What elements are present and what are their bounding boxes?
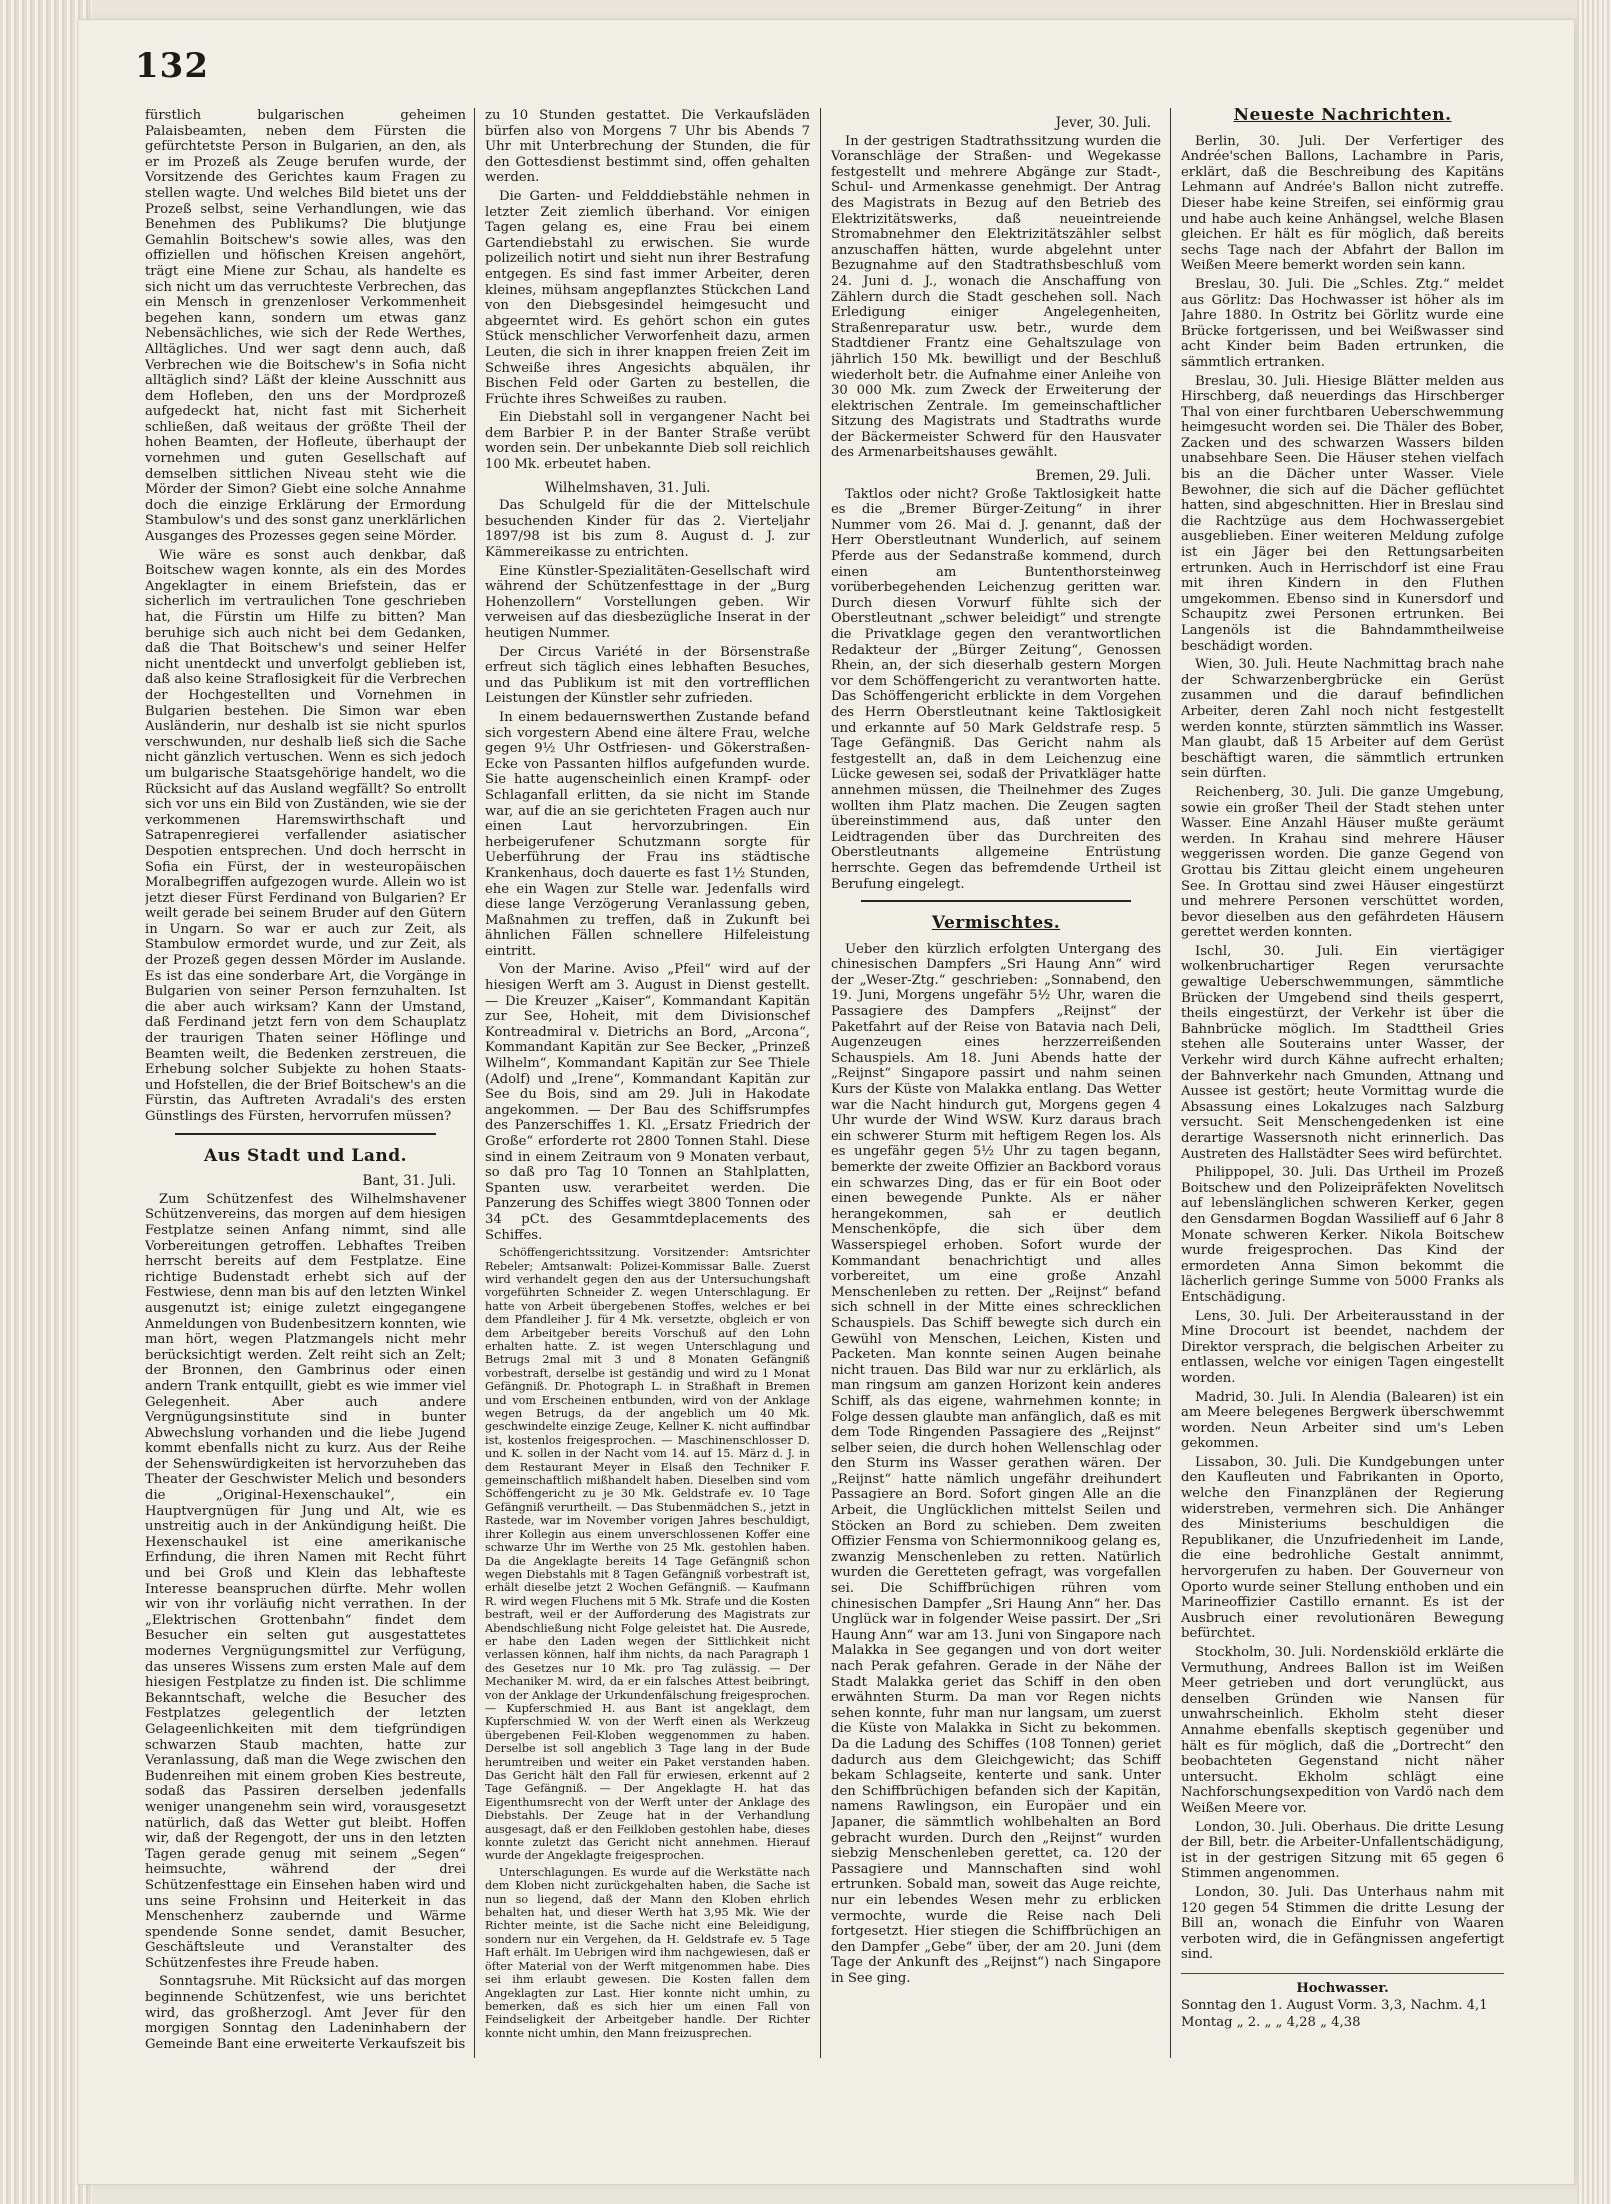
article-text: Eine Künstler-Spezialitäten-Gesellschaft wird während der Schützenfesttage in der „Burg Hohenzollern“ Vorstellungen geben. Wir verweisen auf das diesbezügliche Inserat in der heutigen Nummer. <box>485 563 810 641</box>
article-text: Wie wäre es sonst auch denkbar, daß Boitschew wagen konnte, als ein des Mordes Angeklagter in einem Briefstein, das er sicherlich im vertraulichen Tone geschrieben hat, die Fürstin um Hilfe zu bitten? Man beruhige sich auch nicht bei dem Gedanken, daß die That Boitschew's und seiner Helfer nicht unentdeckt und unverfolgt geblieben ist, daß also keine Straflosigkeit für die Verbrechen der Hochgestellten und Vornehmen in Bulgarien bestehen. Die Simon war eben Ausländerin, nur deshalb ist sie nicht spurlos verschwunden, nur deshalb ließ sich die Sache nicht gänzlich vertuschen. Wenn es sich jedoch um bulgarische Staatsgehörige handelt, wo die Rücksicht auf das Ausland wegfällt? So entrollt sich vor uns ein Bild von Zuständen, wie sie der verkommenen Haremswirthschaft und Satrapenregierei verfallender asiatischer Despotien entsprechen. Und doch herrscht in Sofia ein Fürst, der in westeuropäischen Moralbegriffen aufgezogen wurde. Allein wo ist jetzt dieser Fürst Ferdinand von Bulgarien? Er weilt gerade bei seinem Bruder auf den Gütern in Ungarn. So war er auch zur Zeit, als Stambulow ermordet wurde, und zur Zeit, als der Prozeß gegen dessen Mörder im Auslande. Es ist das eine sonderbare Art, die Vorgänge in Bulgarien von seiner Person fernzuhalten. Ist die aber auch wirksam? Kann der Umstand, daß Ferdinand jetzt fern von dem Schauplatz der traurigen Thaten seiner Höflinge und Beamten weilt, die Bedenken zerstreuen, die Erhebung solcher Subjekte zu hohen Staats- und Hofstellen, die der Brief Boitschew's an die Fürstin, das Auftreten Avradali's des ersten Günstlings des Fürsten, hervorrufen müssen? <box>145 547 466 1124</box>
column-rule-3 <box>1170 108 1171 2058</box>
article-text: Das Schulgeld für die der Mittelschule besuchenden Kinder für das 2. Vierteljahr 1897/98 ist bis zum 8. August d. J. zur Kämmereikasse zu entrichten. <box>485 498 810 561</box>
article-text: In der gestrigen Stadtrathssitzung wurden die Voranschläge der Straßen- und Wegekasse festgestellt und mehrere Abgänge zur Stadt-, Schul- und Armenkasse genehmigt. Der Antrag des Magistrats in Bezug auf den Betrieb des Elektrizitätswerks, daß neueintreiende Stromabnehmer den Elektrizitätszähler selbst anzuschaffen hätten, wurde abgelehnt unter Bezugnahme auf den Stadtrathsbeschluß vom 24. Juni d. J., wonach die Anschaffung von Zählern durch die Stadt geschehen soll. Nach Erledigung einiger Angelegenheiten, Straßenreparatur usw. betr., wurde dem Stadtdiener Frantz eine Gehaltszulage von jährlich 150 Mk. bewilligt und der Beschluß wiederholt betr. die Aufnahme einer Anleihe von 30 000 Mk. zum Zweck der Erweiterung der elektrischen Zentrale. Im gemeinschaftlicher Sitzung des Magistrats und Stadtraths wurde der Bäckermeister Schwerd für den Hausvater des Armenarbeitshauses gewählt. <box>831 133 1161 461</box>
article-text: zu 10 Stunden gestattet. Die Verkaufsläden bürfen also von Morgens 7 Uhr bis Abends 7 Uhr mit Unterbrechung der Stunden, die für den Gottesdienst bestimmt sind, offen gehalten werden. <box>485 108 810 186</box>
article-text: Von der Marine. Aviso „Pfeil“ wird auf der hiesigen Werft am 3. August in Dienst gestellt. — Die Kreuzer „Kaiser“, Kommandant Kapitän zur See, Hoheit, mit dem Divisionschef Kontreadmiral v. Dietrichs an Bord, „Arcona“, Kommandant Kapitän zur See Becker, „Prinzeß Wilhelm“, Kommandant Kapitän zur See Thiele (Adolf) und „Irene“, Kommandant Kapitän zur See du Bois, sind am 29. Juli in Hakodate angekommen. — Der Bau des Schiffsrumpfes des Panzerschiffes 1. Kl. „Ersatz Friedrich der Große“ erforderte rot 2800 Tonnen Stahl. Diese sind in einem Zeitraum von 9 Monaten verbaut, so daß pro Tag 10 Tonnen an Stahlplatten, Spanten usw. verarbeitet werden. Die Panzerung des Schiffes wiegt 3800 Tonnen oder 34 pCt. des Gesammtdeplacements des Schiffes. <box>485 962 810 1243</box>
dateline: Bant, 31. Juli. <box>362 1173 456 1190</box>
high-water-table <box>1181 1973 1504 2031</box>
dateline: Bremen, 29. Juli. <box>1035 468 1151 485</box>
article-text: Ein Diebstahl soll in vergangener Nacht bei dem Barbier P. in der Banter Straße verübt worden sein. Der unbekannte Dieb soll reichlich 100 Mk. erbeutet haben. <box>485 410 810 473</box>
section-heading: Aus Stadt und Land. <box>204 1145 407 1166</box>
news-item: Breslau, 30. Juli. Hiesige Blätter melden aus Hirschberg, daß neuerdings das Hirschberger Thal von einer furchtbaren Ueberschwemmung heimgesucht worden sei. Die Thäler des Bober, Zacken und des schwarzen Wassers bilden unabsehbare Seen. Die Häuser stehen vielfach bis an die Dächer unter Wasser. Viele Bewohner, die sich auf die Dächer geflüchtet hatten, sind abgeschnitten. Hier in Breslau sind die Rachtzüge aus dem Hochwassergebiet ausgeblieben. Einer weiteren Meldung zufolge ist ein Jäger bei den Rettungsarbeiten ertrunken. Auch in Herrischdorf ist eine Frau mit ihren Kindern in den Fluthen umgekommen. Ebenso sind in Kunersdorf und Schaupitz zwei Personen ertrunken. Bei Langenöls ist die Bahndammtheilweise beschädigt worden. <box>1181 373 1504 654</box>
column-rule-2 <box>820 108 821 2058</box>
column-3 <box>831 108 1161 2168</box>
high-water-title: Hochwasser. <box>1296 1980 1389 1996</box>
news-item: London, 30. Juli. Oberhaus. Die dritte Lesung der Bill, betr. die Arbeiter-Unfallentschädigung, ist in der gestrigen Sitzung mit 65 gegen 6 Stimmen angenommen. <box>1181 1819 1504 1882</box>
section-divider <box>175 1133 436 1135</box>
article-text: Die Garten- und Feldddiebstähle nehmen in letzter Zeit ziemlich überhand. Vor einigen Tagen gelang es, eine Frau bei einem Gartendiebstahl zu erwischen. Sie wurde polizeilich notirt und sieht nun ihrer Bestrafung entgegen. Es sind fast immer Arbeiter, deren kleines, mühsam angepflanztes Stückchen Land von den Diebsgesindel heimgesucht und abgeerntet wird. Es gehört schon ein gutes Stück menschlicher Verworfenheit dazu, armen Leuten, die sich in ihrer knappen freien Zeit im Schweiße ihres Angesichts abquälen, ihr Bischen Feld oder Garten zu bestellen, die Früchte ihres Schweißes zu rauben. <box>485 188 810 407</box>
news-item: London, 30. Juli. Das Unterhaus nahm mit 120 gegen 54 Stimmen die dritte Lesung der Bill an, wonach die Einfuhr von Waaren verboten wird, die in Gefängnissen angefertigt sind. <box>1181 1884 1504 1963</box>
column-rule-1 <box>474 108 475 2058</box>
article-text: Zum Schützenfest des Wilhelmshavener Schützenvereins, das morgen auf dem hiesigen Festplatze seinen Anfang nimmt, sind alle Vorbereitungen getroffen. Lebhaftes Treiben herrscht bereits auf dem Festplatze. Eine richtige Budenstadt erhebt sich auf der Festwiese, denn man bis auf den letzten Winkel ausgenutzt ist; einige zuletzt eingegangene Anmeldungen von Budenbesitzern konnten, wie man hört, wegen Platzmangels nicht mehr berücksichtigt werden. Zelt reiht sich an Zelt; der Bronnen, den Gambrinus oder einen andern Trank entquillt, giebt es wie immer viel Gelegenheit. Aber auch andere Vergnügungsinstitute sind in bunter Abwechslung vorhanden und die liebe Jugend kommt ebenfalls nicht zu kurz. Aus der Reihe der Sehenswürdigkeiten ist hervorzuheben das Theater der Geschwister Melich und besonders die „Original-Hexenschaukel“, ein Hauptvergnügen für Jung und Alt, wie es unstreitig auch in der Ankündigung heißt. Die Hexenschaukel ist eine amerikanische Erfindung, die ihren Namen mit Recht führt und bei Groß und Klein das lebhafteste Interesse beanspruchen dürfte. Mehr wollen wir von ihr vorläufig nicht verrathen. In der „Elektrischen Grottenbahn“ findet dem Besucher ein selten gut ausgestattetes modernes Vergnügungsmittel zur Verfügung, das unseres Wissens zum ersten Male auf dem hiesigen Festplatze zu finden ist. Die schlimme Bekanntschaft, welche die Besucher des Festplatzes gelegentlich der letzten Gelageenlichkeiten mit dem tiefgründigen schwarzen Staub machten, hatte zur Veranlassung, daß man die Wege zwischen den Budenreihen mit einem groben Kies bestreute, sodaß das Passiren derselben jedenfalls weniger unangenehm sein wird, vorausgesetzt natürlich, daß das Wetter gut bleibt. Hoffen wir, daß der Regengott, der uns in den letzten Tagen gerade genug mit seinem „Segen“ heimsuchte, während der drei Schützenfesttage ein Einsehen haben wird und uns seine Frohsinn und Heiterkeit in das Menschenherz zaubernde und Wärme spendende Sonne sendet, damit Besucher, Geschäftsleute und Veranstalter des Schützenfestes ihre Freude haben. <box>145 1191 466 1971</box>
article-text: fürstlich bulgarischen geheimen Palaisbeamten, neben dem Fürsten die gefürchtetste Person in Bulgarien, an den, als er im Prozeß als Zeuge berufen wurde, der Vorsitzende des Gerichtes kaum Fragen zu stellen wagte. Und welches Bild bietet uns der Prozeß selbst, seine Verhandlungen, wie das Benehmen des Publikums? Die blutjunge Gemahlin Boitschew's sowie alles, was den offiziellen und höfischen Kreisen angehört, trägt eine Miene zur Schau, als handelte es sich nicht um das verruchteste Verbrechen, das ein Mensch in grenzenloser Verkommenheit begehen kann, sondern um etwas ganz Nebensächliches, wie sich der Rede Werthes, Alltägliches. Und wer sagt denn auch, daß Verbrechen wie die Boitschew's in Sofia nicht alltäglich sind? Läßt der kleine Ausschnitt aus dem Hofleben, den uns der Mordprozeß aufgedeckt hat, nicht fast mit Sicherheit schließen, daß weitaus der größte Theil der hohen Beamten, der Hofleute, überhaupt der vornehmen und guten Gesellschaft auf demselben sittlichen Niveau steht wie die Mörder der Simon? Giebt eine solche Annahme doch die einzige Erklärung der Ermordung Stambulow's und des sonst ganz unerklärlichen Ausganges des Prozesses gegen seine Mörder. <box>145 108 466 545</box>
article-text: Der Circus Variété in der Börsenstraße erfreut sich täglich eines lebhaften Besuches, und das Publikum ist mit den vortrefflichen Leistungen der Künstler sehr zufrieden. <box>485 644 810 707</box>
column-4 <box>1181 108 1504 2168</box>
article-text: Taktlos oder nicht? Große Taktlosigkeit hatte es die „Bremer Bürger-Zeitung“ in ihrer Nummer vom 26. Mai d. J. genannt, daß der Herr Oberstleutnant Wunderlich, auf seinem Pferde aus der Sedanstraße kommend, durch einen am Buntenthorsteinweg vorüberbegehenden Leichenzug geritten war. Durch diesen Vorwurf fühlte sich der Oberstleutnant „schwer beleidigt“ und strengte die Privatklage gegen den verantwortlichen Redakteur der „Bürger Zeitung“, Genossen Rhein, an, der sich dieserhalb gestern Morgen vor dem Schöffengericht zu verantworten hatte. Das Schöffengericht erblickte in dem Vorgehen des Herrn Oberstleutnant keine Taktlosigkeit und erkannte auf 50 Mark Geldstrafe resp. 5 Tage Gefängniß. Das Gericht nahm als festgestellt an, daß in dem Leichenzug eine Lücke gewesen sei, sodaß der Privatkläger hatte annehmen müssen, die Theilnehmer des Zuges wollten ihm Platz machen. Die Zeugen sagten übereinstimmend aus, daß unter den Leidtragenden über das Durchreiten des Oberstleutnants allgemeine Entrüstung herrschte. Gegen das befremdende Urtheil ist Berufung eingelegt. <box>831 486 1161 892</box>
article-text: Sonntagsruhe. Mit Rücksicht auf das morgen beginnende Schützenfest, wie uns berichtet wird, das großherzogl. Amt Jever für den morgigen Sonntag den Ladeninhabern der Gemeinde Bant eine erweiterte Verkaufszeit bis <box>145 1974 466 2052</box>
news-item: Madrid, 30. Juli. In Alendia (Balearen) ist ein am Meere belegenes Bergwerk überschwemmt worden. Neun Arbeiter sind um's Leben gekommen. <box>1181 1389 1504 1452</box>
news-item: Ischl, 30. Juli. Ein viertägiger wolkenbruchartiger Regen verursachte gewaltige Ueberschwemmungen, sämmtliche Brücken der Umgebend sind theils gesperrt, theils eingestürzt, der Verkehr ist über die Bahnbrücke möglich. Im Stadttheil Gries stehen alle Souterains unter Wasser, der Verkehr wird durch Kähne aufrecht erhalten; der Bahnverkehr nach Gmunden, Attnang und Aussee ist gestört; heute Vormittag wurde die Absassung eines Lokalzuges nach Salzburg versucht. Seit Menschengedenken ist eine derartige Wassersnoth nicht erinnerlich. Das Austreten des Hallstädter Sees wird befürchtet. <box>1181 943 1504 1162</box>
news-item: Philippopel, 30. Juli. Das Urtheil im Prozeß Boitschew und den Polizeipräfekten Novelitsch auf lebenslänglichen schweren Kerker, gegen den Gensdarmen Bogdan Wassilieff auf 6 Jahr 8 Monate schweren Kerker. Nikola Boitschew wurde freigesprochen. Das Kind der ermordeten Anna Simon bekommt die lächerlich geringe Summe von 5000 Franks als Entschädigung. <box>1181 1165 1504 1305</box>
high-water-row: Montag „ 2. „ „ 4,28 „ 4,38 <box>1181 2014 1361 2030</box>
news-item: Lissabon, 30. Juli. Die Kundgebungen unter den Kaufleuten und Fabrikanten in Oporto, welche den Finanzplänen der Regierung widerstreben, vermehren sich. Die Anhänger des Ministeriums beschuldigen die Republikaner, die Unzufriedenheit im Lande, die eine bedrohliche Gestalt annimmt, hervorgerufen zu haben. Der Gouverneur von Oporto wurde seiner Stellung enthoben und ein Marineoffizier Castillo ernannt. Es ist der Ausbruch einer revolutionären Bewegung befürchtet. <box>1181 1454 1504 1642</box>
news-item: Stockholm, 30. Juli. Nordenskiöld erklärte die Vermuthung, Andrees Ballon ist im Weißen Meer getrieben und dort verunglückt, aus denselben Gründen wie Nansen für unwahrscheinlich. Ekholm steht dieser Annahme ebenfalls skeptisch gegenüber und hält es für möglich, daß die „Dortrecht“ den beobachteten Gegenstand nicht näher untersucht. Ekholm schlägt eine Nachforschungsexpedition von Vardö nach dem Weißen Meere vor. <box>1181 1645 1504 1816</box>
news-item: Berlin, 30. Juli. Der Verfertiger des Andrée'schen Ballons, Lachambre in Paris, erklärt, daß die Beschreibung des Kapitäns Lehmann auf Andrée's Ballon nicht zutreffe. Dieser habe keine Streifen, sei einförmig grau und habe auch keine Anhängsel, welche Blasen gleichen. Er hält es für möglich, daß bereits sechs Tage nach der Abfahrt der Ballon im Weißen Meere bemerkt worden sein kann. <box>1181 133 1504 274</box>
news-item: Wien, 30. Juli. Heute Nachmittag brach nahe der Schwarzenbergbrücke ein Gerüst zusammen und die darauf befindlichen Arbeiter, deren Zahl noch nicht festgestellt werden konnte, stürzten sämmtlich ins Wasser. Man glaubt, daß 15 Arbeiter auf dem Gerüst beschäftigt waren, die sämmtlich ertrunken sein dürften. <box>1181 657 1504 782</box>
section-heading: Vermischtes. <box>931 913 1061 934</box>
article-text: In einem bedauernswerthen Zustande befand sich vorgestern Abend eine ältere Frau, welche gegen 9½ Uhr Ostfriesen- und Gökerstraßen-Ecke von Passanten hilflos aufgefunden wurde. Sie hatte augenscheinlich einen Krampf- oder Schlaganfall erlitten, da sie nicht im Stande war, auf die an sie gerichteten Fragen auch nur einen Laut hervorzubringen. Ein herbeigerufener Schutzmann sorgte für Ueberführung der Frau ins städtische Krankenhaus, doch dauerte es fast 1½ Stunden, ehe ein Wagen zur Stelle war. Jedenfalls wird diese lange Verzögerung Veranlassung geben, Maßnahmen zu treffen, daß in Zukunft bei ähnlichen Fällen schnellere Hilfeleistung eintritt. <box>485 709 810 959</box>
dateline: Wilhelmshaven, 31. Juli. <box>545 479 711 496</box>
news-item: Lens, 30. Juli. Der Arbeiterausstand in der Mine Drocourt ist beendet, nachdem der Direktor versprach, die belgischen Arbeiter zu entlassen, welche vor einigen Tagen eingestellt worden. <box>1181 1308 1504 1386</box>
section-heading: Neueste Nachrichten. <box>1233 108 1452 125</box>
dateline: Jever, 30. Juli. <box>1055 115 1151 131</box>
court-report-text: Unterschlagungen. Es wurde auf die Werkstätte nach dem Kloben nicht zurückgehalten haben, die Sache ist nun so liegend, daß der Mann den Kloben ehrlich behalten hat, und dieser Werth hat 3,95 Mk. Wie der Richter meinte, ist die Sache nicht eine Beleidigung, sondern nur ein Vergehen, da H. Geldstrafe ev. 5 Tage Haft erhält. Im Uebrigen wird ihm nachgewiesen, daß er öfter Material von der Werft mitgenommen habe. Dies sei ihm erlaubt gewesen. Die Kosten fallen dem Angeklagten zur Last. Hier konnte nicht umhin, zu bemerken, daß es sich hier um einen Fall von Feindseligkeit der Arbeitgeber handle. Der Richter konnte nicht umhin, den Mann freizusprechen. <box>485 1865 810 2040</box>
high-water-row: Sonntag den 1. August Vorm. 3,3, Nachm. 4,1 <box>1181 1997 1488 2013</box>
news-item: Reichenberg, 30. Juli. Die ganze Umgebung, sowie ein großer Theil der Stadt stehen unter Wasser. Eine Anzahl Häuser mußte geräumt werden. In Krahau sind mehrere Häuser weggerissen worden. Die ganze Gegend von Grottau bis Zittau gleicht einem ungeheuren See. In Grottau sind zwei Häuser eingestürzt und mehrere Personen verschüttet worden, bevor dieselben aus den gefährdeten Häusern gerettet werden konnten. <box>1181 784 1504 941</box>
section-divider <box>861 900 1131 902</box>
page-right-edge <box>1577 0 1611 2204</box>
article-text: Ueber den kürzlich erfolgten Untergang des chinesischen Dampfers „Sri Haung Ann“ wird der „Weser-Ztg.“ geschrieben: „Sonnabend, den 19. Juni, Morgens ungefähr 5½ Uhr, waren die Passagiere des Dampfers „Reijnst“ der Paketfahrt auf der Reise von Batavia nach Deli, Augenzeugen eines herzzerreißenden Schauspiels. Am 18. Juni Abends hatte der „Reijnst“ Singapore passirt und nahm seinen Kurs der Küste von Malakka entlang. Das Wetter war die Nacht hindurch gut, Morgens gegen 4 Uhr wurde der Wind WSW. Kurz daraus brach ein schwerer Sturm mit heftigem Regen los. Als es ungefähr gegen 5½ Uhr zu tagen begann, bemerkte der zweite Offizier an Backbord voraus ein schwarzes Ding, das er für ein Boot oder einen bewegende Punkte. Als er näher herangekommen, sah er deutlich Menschenköpfe, die sich über dem Wasserspiegel erhoben. Sofort wurde der Kommandant benachrichtigt und alles vorbereitet, um eine große Anzahl Menschenleben zu retten. Der „Reijnst“ befand sich schnell in der Mitte eines schrecklichen Schauspiels. Das Schiff bewegte sich durch ein Gewühl von Menschen, Leichen, Kisten und Packeten. Man konnte seinen Augen beinahe nicht trauen. Das Bild war nur zu erklärlich, als man ringsum am ganzen Horizont kein anderes Schiff, als das eigene, wahrnehmen konnte; in Folge dessen glaubte man anfänglich, daß es mit dem Tode Ringenden Passagiere des „Reijnst“ selber seien, die durch hohen Wellenschlag oder den Sturm ins Wasser gerathen wären. Der „Reijnst“ hatte nämlich ungefähr dreihundert Passagiere an Bord. Sofort gingen Alle an die Arbeit, die Unglücklichen mittelst Seilen und Stöcken an Bord zu schieben. Dem zweiten Offizier Fensma von Schiermonnikoog gelang es, zwanzig Menschenleben zu retten. Natürlich wurden die Geretteten gefragt, was vorgefallen sei. Die Schiffbrüchigen rühren vom chinesischen Dampfer „Sri Haung Ann“ her. Das Unglück war in folgender Weise passirt. Der „Sri Haung Ann“ war am 13. Juni von Singapore nach Malakka in See gegangen und von dort weiter nach Perak gefahren. Gerade in der Nähe der Stadt Malakka geriet das Schiff in den oben erwähnten Sturm. Da man vor Regen nichts sehen konnte, fuhr man nur langsam, um zuerst die Küste von Malakka in Sicht zu bekommen. Da die Ladung des Schiffes (108 Tonnen) geriet dadurch aus dem Gleichgewicht; das Schiff bekam Schlagseite, kenterte und sank. Unter den Schiffbrüchigen befanden sich der Kapitän, namens Rawlingson, ein Europäer und ein Japaner, die sämmtlich wohlbehalten an Bord gebracht wurden. Durch den „Reijnst“ wurden siebzig Menschenleben gerettet, ca. 120 der Passagiere und Mannschaften sind wohl ertrunken. Sobald man, soweit das Auge reichte, nur ein lebendes Wesen mehr zu erblicken vermochte, wurde die Reise nach Deli fortgesetzt. Hier stiegen die Schiffbrüchigen an den Dampfer „Gebe“ über, der am 20. Juni (dem Tage der Ankunft des „Reijnst“) nach Singapore in See ging. <box>831 941 1161 1986</box>
column-2 <box>485 108 810 2168</box>
court-report-text: Schöffengerichtssitzung. Vorsitzender: Amtsrichter Rebeler; Amtsanwalt: Polizei-Kommissar Balle. Zuerst wird verhandelt gegen den aus der Untersuchungshaft vorgeführten Schneider Z. wegen Unterschlagung. Er hatte von Arbeit übergebenen Stoffes, welches er bei dem Pfandleiher J. für 4 Mk. versetzte, obgleich er von dem Arbeitgeber bereits Vorschuß auf den Lohn erhalten hatte. Z. ist wegen Unterschlagung und Betrugs 2mal mit 3 und 8 Monaten Gefängniß vorbestraft, derselbe ist geständig und wird zu 1 Monat Gefängniß. Dr. Photograph L. in Straßhaft in Bremen und vom Erscheinen entbunden, wird von der Anklage wegen Betrugs, da der angeblich um 40 Mk. geschwindelte einzige Zeuge, Kellner K. nicht auffindbar ist, kostenlos freigesprochen. — Maschinenschlosser D. und K. sollen in der Nacht vom 14. auf 15. März d. J. in dem Restaurant Meyer in Elsaß den Techniker F. gemeinschaftlich mißhandelt haben. Dieselben sind vom Schöffengericht zu je 30 Mk. Geldstrafe ev. 10 Tage Gefängniß verurtheilt. — Das Stubenmädchen S., jetzt in Rastede, war im November vorigen Jahres beschuldigt, ihrer Kollegin aus einem unverschlossenen Koffer eine schwarze Uhr im Werthe von 25 Mk. gestohlen haben. Da die Angeklagte bereits 14 Tage Gefängniß schon wegen Diebstahls mit 8 Tagen Gefängniß vorbestraft ist, erhält dieselbe jetzt 2 Wochen Gefängniß. — Kaufmann R. wird wegen Fluchens mit 5 Mk. Strafe und die Kosten bestraft, weil er der Aufforderung des Magistrats zur Abendschließung nicht Folge geleistet hat. Die Ausrede, er habe den Laden wegen der Sittlichkeit nicht verlassen können, half ihm nichts, da nach Paragraph 1 des Gesetzes nur 10 Mk. pro Tag zulässig. — Der Mechaniker M. wird, da er ein falsches Attest beibringt, von der Anklage der Urkundenfälschung freigesprochen. — Kupferschmied H. aus Bant ist angeklagt, dem Kupferschmied W. von der Werft einen als Werkzeug übergebenen Feil-Kloben weggenommen zu haben. Derselbe ist soll angeblich 3 Tage lang in der Bude herumtreiben und weiter ein Paket verstanden haben. Das Gericht hält den Fall für erwiesen, erkennt auf 2 Tage Gefängniß. — Der Angeklagte H. hat das Eigenthumsrecht von der Werft unter der Anklage des Diebstahls. Der Zeuge hat in der Verhandlung ausgesagt, daß er den Feilkloben gestohlen habe, dieses konnte zuletzt das Gericht nicht annehmen. Hierauf wurde der Angeklagte freigesprochen. <box>485 1246 810 1863</box>
page-number: 132 <box>135 46 209 86</box>
news-item: Breslau, 30. Juli. Die „Schles. Ztg.“ meldet aus Görlitz: Das Hochwasser ist höher als im Jahre 1880. In Ostritz bei Görlitz wurde eine Brücke fortgerissen, und bei Weißwasser sind acht Kinder beim Baden ertrunken, die sämmtlich ertranken. <box>1181 276 1504 370</box>
column-1 <box>145 108 466 2168</box>
